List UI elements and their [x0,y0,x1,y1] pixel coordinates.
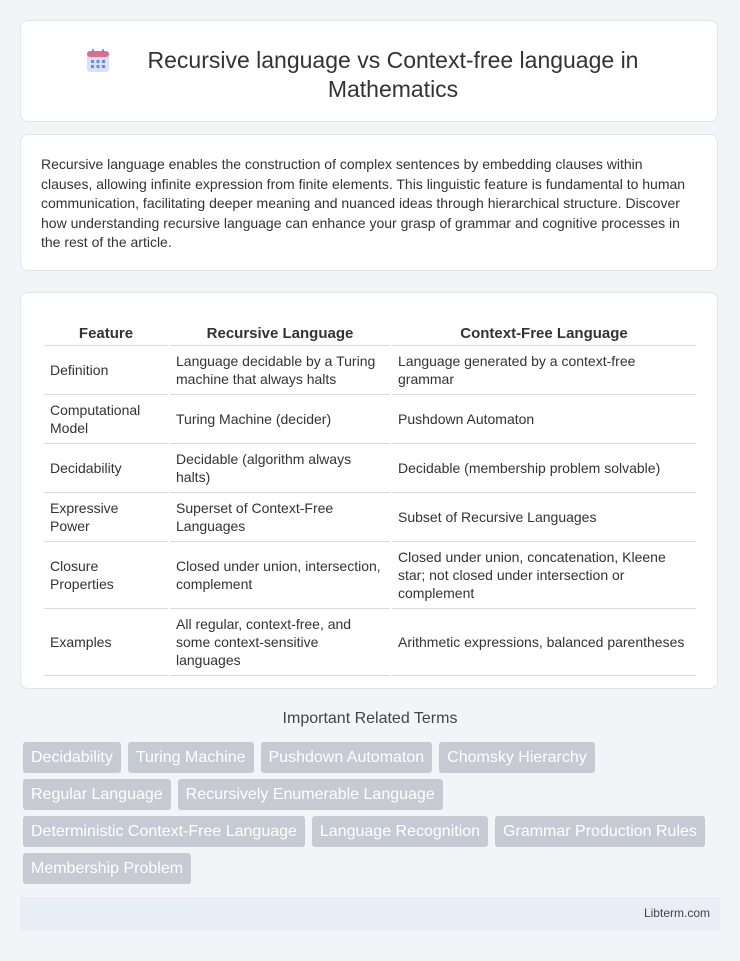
table-cell: Arithmetic expressions, balanced parentheses [392,609,696,676]
table-row [44,346,696,395]
column-header-feature: Feature [44,313,168,346]
related-terms-list [23,742,723,890]
tag-grammar-production-rules[interactable]: Grammar Production Rules [495,816,705,847]
tag-turing-machine[interactable]: Turing Machine [128,742,254,773]
table-cell: Pushdown Automaton [392,395,696,444]
tag-deterministic-context-free-language[interactable]: Deterministic Context-Free Language [23,816,305,847]
header-card [20,20,718,122]
table-row [44,395,696,444]
table-cell: Computational Model [44,395,168,444]
column-header-context-free: Context-Free Language [392,313,696,346]
table-row [44,444,696,493]
table-cell: Subset of Recursive Languages [392,493,696,542]
comparison-table [42,313,698,676]
table-cell: Turing Machine (decider) [170,395,390,444]
table-header-row [44,313,696,346]
table-cell: Expressive Power [44,493,168,542]
table-cell: Closed under union, concatenation, Kleene star; not closed under intersection or complement [392,542,696,609]
table-row [44,542,696,609]
footer [20,897,720,931]
intro-paragraph: Recursive language enables the construction of complex sentences by embedding clauses within clauses, allowing infinite expression from finite elements. This linguistic feature is fundamental to human communication, facilitating deeper meaning and nuanced ideas through hierarchical structure. Discover how understanding recursive language can enhance your grasp of grammar and cognitive processes in the rest of the article. [41,156,686,251]
intro-card [20,134,718,271]
table-cell: All regular, context-free, and some context-sensitive languages [170,609,390,676]
calendar-grid-icon [85,48,111,74]
table-cell: Language generated by a context-free grammar [392,346,696,395]
table-cell: Superset of Context-Free Languages [170,493,390,542]
table-cell: Closed under union, intersection, complement [170,542,390,609]
page-title: Recursive language vs Context-free language in Mathematics [147,47,639,102]
tag-membership-problem[interactable]: Membership Problem [23,853,191,884]
table-row [44,493,696,542]
table-cell: Definition [44,346,168,395]
column-header-recursive: Recursive Language [170,313,390,346]
tag-regular-language[interactable]: Regular Language [23,779,171,810]
table-cell: Decidable (algorithm always halts) [170,444,390,493]
related-terms-title: Important Related Terms [282,710,458,727]
comparison-table-card [20,292,718,689]
tag-pushdown-automaton[interactable]: Pushdown Automaton [261,742,433,773]
table-cell: Examples [44,609,168,676]
tag-chomsky-hierarchy[interactable]: Chomsky Hierarchy [439,742,595,773]
footer-site-link[interactable]: Libterm.com [643,906,710,920]
table-cell: Decidable (membership problem solvable) [392,444,696,493]
tag-decidability[interactable]: Decidability [23,742,121,773]
table-cell: Decidability [44,444,168,493]
tag-recursively-enumerable-language[interactable]: Recursively Enumerable Language [178,779,443,810]
table-cell: Closure Properties [44,542,168,609]
table-cell: Language decidable by a Turing machine that always halts [170,346,390,395]
table-row [44,609,696,676]
tag-language-recognition[interactable]: Language Recognition [312,816,488,847]
